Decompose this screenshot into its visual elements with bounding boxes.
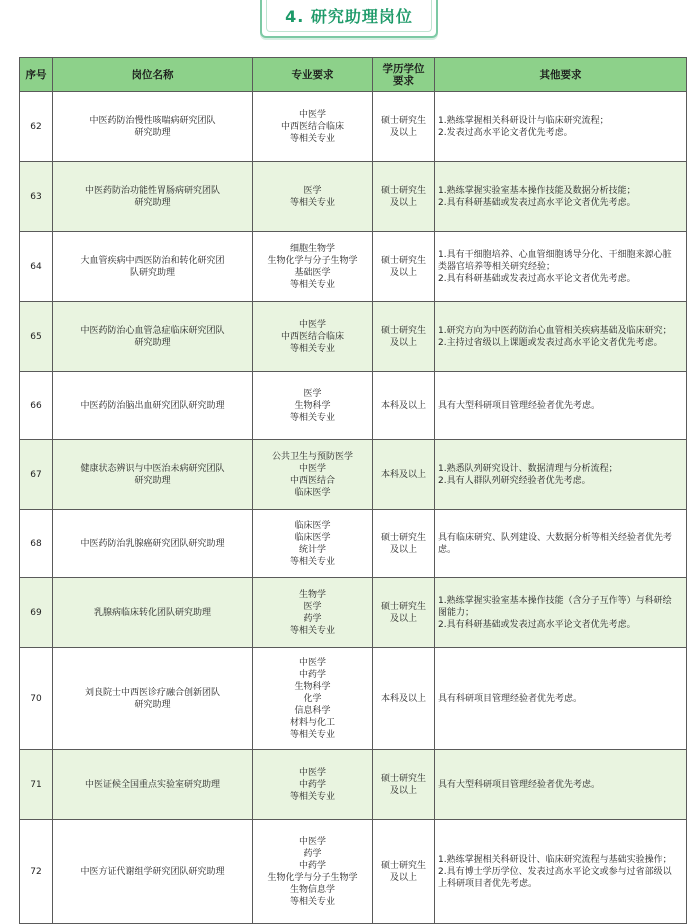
header-education-line: 学历学位 xyxy=(382,62,425,75)
text-line: 1.熟练掌握实验室基本操作技能（含分子互作等）与科研绘 xyxy=(438,595,672,606)
cell-position-name xyxy=(53,648,253,750)
table-row xyxy=(20,92,687,162)
text-line: 材料与化工 xyxy=(289,717,335,728)
cell-other-requirements xyxy=(435,372,687,440)
research-assistant-table xyxy=(19,57,687,924)
text-line: 1.熟悉队列研究设计、数据清理与分析流程； xyxy=(438,463,618,474)
cell-position-name xyxy=(53,232,253,302)
text-line: 等相关专业 xyxy=(289,343,335,354)
cell-no: 70 xyxy=(20,648,53,750)
cell-major xyxy=(253,440,373,510)
cell-no: 66 xyxy=(20,372,53,440)
text-line: 中西医结合 xyxy=(289,475,335,486)
text-line: 中西医结合临床 xyxy=(280,121,344,132)
text-line: 医学 xyxy=(303,185,322,196)
cell-other-requirements xyxy=(435,648,687,750)
text-line: 药学 xyxy=(303,613,322,624)
cell-position-name xyxy=(53,750,253,820)
cell-major xyxy=(253,232,373,302)
cell-education xyxy=(373,92,435,162)
section-banner-inner xyxy=(266,0,432,32)
text-line: 2.具有人群队列研究经验者优先考虑。 xyxy=(438,475,591,486)
text-line: 统计学 xyxy=(298,544,326,555)
text-line: 及以上 xyxy=(389,337,417,348)
text-line: 研究助理 xyxy=(134,127,171,138)
text-line: 1.研究方向为中医药防治心血管相关疾病基础及临床研究； xyxy=(438,325,672,336)
text-line: 硕士研究生 xyxy=(380,532,426,543)
text-line: 等相关专业 xyxy=(289,791,335,802)
text-line: 中医学 xyxy=(298,319,326,330)
text-line: 本科及以上 xyxy=(380,693,426,704)
cell-other-requirements xyxy=(435,302,687,372)
cell-education xyxy=(373,440,435,510)
cell-no: 63 xyxy=(20,162,53,232)
text-line: 生物信息学 xyxy=(289,884,335,895)
text-line: 硕士研究生 xyxy=(380,325,426,336)
text-line: 生物学 xyxy=(298,589,326,600)
text-line: 等相关专业 xyxy=(289,729,335,740)
cell-other-requirements xyxy=(435,440,687,510)
cell-major xyxy=(253,648,373,750)
text-line: 1.熟练掌握相关科研设计、临床研究流程与基础实验操作； xyxy=(438,854,672,865)
text-line: 药学 xyxy=(303,848,322,859)
text-line: 及以上 xyxy=(389,785,417,796)
cell-no: 69 xyxy=(20,578,53,648)
text-line: 中药学 xyxy=(298,779,326,790)
cell-education xyxy=(373,750,435,820)
text-line: 信息科学 xyxy=(294,705,331,716)
cell-position-name xyxy=(53,162,253,232)
text-line: 及以上 xyxy=(389,197,417,208)
cell-no: 71 xyxy=(20,750,53,820)
text-line: 研究助理 xyxy=(134,699,171,710)
text-line: 1.熟练掌握实验室基本操作技能及数据分析技能； xyxy=(438,185,636,196)
text-line: 2.具有科研基础或发表过高水平论文者优先考虑。 xyxy=(438,197,636,208)
text-line: 等相关专业 xyxy=(289,625,335,636)
cell-education xyxy=(373,648,435,750)
text-line: 及以上 xyxy=(389,613,417,624)
header-education-line: 要求 xyxy=(393,74,414,87)
text-line: 硕士研究生 xyxy=(380,255,426,266)
cell-major xyxy=(253,302,373,372)
cell-major xyxy=(253,372,373,440)
text-line: 临床医学 xyxy=(294,487,331,498)
text-line: 临床医学 xyxy=(294,520,331,531)
text-line: 图能力； xyxy=(438,607,475,618)
cell-education xyxy=(373,510,435,578)
cell-no: 62 xyxy=(20,92,53,162)
cell-no: 64 xyxy=(20,232,53,302)
table-row xyxy=(20,302,687,372)
header-position-name: 岗位名称 xyxy=(53,58,253,92)
text-line: 具有科研项目管理经验者优先考虑。 xyxy=(438,693,583,704)
cell-major xyxy=(253,510,373,578)
text-line: 1.具有干细胞培养、心血管细胞诱导分化、干细胞来源心脏 xyxy=(438,249,672,260)
header-major: 专业要求 xyxy=(253,58,373,92)
section-banner xyxy=(0,0,688,46)
table-row xyxy=(20,440,687,510)
text-line: 等相关专业 xyxy=(289,412,335,423)
cell-position-name xyxy=(53,510,253,578)
cell-education xyxy=(373,232,435,302)
text-line: 2.具有科研基础或发表过高水平论文者优先考虑。 xyxy=(438,619,636,630)
table-row xyxy=(20,232,687,302)
cell-no: 72 xyxy=(20,820,53,924)
text-line: 中药学 xyxy=(298,860,326,871)
cell-education xyxy=(373,302,435,372)
text-line: 硕士研究生 xyxy=(380,601,426,612)
table-row xyxy=(20,162,687,232)
cell-no: 67 xyxy=(20,440,53,510)
text-line: 中医学 xyxy=(298,767,326,778)
cell-education xyxy=(373,820,435,924)
cell-other-requirements xyxy=(435,232,687,302)
cell-other-requirements xyxy=(435,92,687,162)
text-line: 中医药防治心血管急症临床研究团队 xyxy=(80,325,225,336)
text-line: 2.具有博士学历学位、发表过高水平论文或参与过省部级以 xyxy=(438,866,672,877)
cell-other-requirements xyxy=(435,162,687,232)
cell-no: 65 xyxy=(20,302,53,372)
text-line: 具有临床研究、队列建设、大数据分析等相关经验者优先考 xyxy=(438,532,673,543)
header-no: 序号 xyxy=(20,58,53,92)
cell-other-requirements xyxy=(435,578,687,648)
text-line: 等相关专业 xyxy=(289,279,335,290)
text-line: 乳腺病临床转化团队研究助理 xyxy=(93,607,211,618)
text-line: 硕士研究生 xyxy=(380,860,426,871)
table-row xyxy=(20,510,687,578)
cell-major xyxy=(253,162,373,232)
text-line: 类器官培养等相关研究经验； xyxy=(438,261,556,272)
text-line: 中医药防治慢性咳喘病研究团队 xyxy=(89,115,216,126)
text-line: 医学 xyxy=(303,601,322,612)
text-line: 中药学 xyxy=(298,669,326,680)
text-line: 队研究助理 xyxy=(129,267,175,278)
text-line: 中西医结合临床 xyxy=(280,331,344,342)
text-line: 生物科学 xyxy=(294,400,331,411)
text-line: 研究助理 xyxy=(134,197,171,208)
text-line: 等相关专业 xyxy=(289,556,335,567)
text-line: 本科及以上 xyxy=(380,469,426,480)
text-line: 中医药防治脑出血研究团队研究助理 xyxy=(80,400,225,411)
text-line: 2.发表过高水平论文者优先考虑。 xyxy=(438,127,573,138)
text-line: 中医药防治功能性胃肠病研究团队 xyxy=(84,185,220,196)
text-line: 及以上 xyxy=(389,872,417,883)
text-line: 具有大型科研项目管理经验者优先考虑。 xyxy=(438,779,601,790)
table-row xyxy=(20,750,687,820)
cell-other-requirements xyxy=(435,510,687,578)
text-line: 及以上 xyxy=(389,127,417,138)
cell-position-name xyxy=(53,820,253,924)
cell-other-requirements xyxy=(435,750,687,820)
cell-position-name xyxy=(53,302,253,372)
text-line: 2.主持过省级以上课题或发表过高水平论文者优先考虑。 xyxy=(438,337,663,348)
text-line: 大血管疾病中西医防治和转化研究团 xyxy=(80,255,225,266)
text-line: 上科研项目者优先考虑。 xyxy=(438,878,538,889)
text-line: 中医学 xyxy=(298,463,326,474)
text-line: 本科及以上 xyxy=(380,400,426,411)
table-row xyxy=(20,372,687,440)
text-line: 刘良院士中西医诊疗融合创新团队 xyxy=(84,687,220,698)
text-line: 中医药防治乳腺癌研究团队研究助理 xyxy=(80,538,225,549)
text-line: 硕士研究生 xyxy=(380,115,426,126)
text-line: 及以上 xyxy=(389,267,417,278)
header-other-requirements: 其他要求 xyxy=(435,58,687,92)
text-line: 1.熟练掌握相关科研设计与临床研究流程； xyxy=(438,115,609,126)
cell-no: 68 xyxy=(20,510,53,578)
cell-major xyxy=(253,92,373,162)
text-line: 基础医学 xyxy=(294,267,331,278)
text-line: 化学 xyxy=(303,693,322,704)
text-line: 生物科学 xyxy=(294,681,331,692)
cell-education xyxy=(373,162,435,232)
text-line: 中医学 xyxy=(298,657,326,668)
table-row xyxy=(20,648,687,750)
text-line: 2.具有科研基础或发表过高水平论文者优先考虑。 xyxy=(438,273,636,284)
text-line: 及以上 xyxy=(389,544,417,555)
table-header-row xyxy=(20,58,687,92)
text-line: 研究助理 xyxy=(134,475,171,486)
cell-position-name xyxy=(53,92,253,162)
cell-major xyxy=(253,820,373,924)
text-line: 等相关专业 xyxy=(289,197,335,208)
text-line: 中医方证代谢组学研究团队研究助理 xyxy=(80,866,225,877)
text-line: 硕士研究生 xyxy=(380,185,426,196)
text-line: 中医证候全国重点实验室研究助理 xyxy=(84,779,220,790)
text-line: 等相关专业 xyxy=(289,896,335,907)
cell-other-requirements xyxy=(435,820,687,924)
text-line: 健康状态辨识与中医治未病研究团队 xyxy=(80,463,225,474)
text-line: 中医学 xyxy=(298,836,326,847)
text-line: 中医学 xyxy=(298,109,326,120)
cell-position-name xyxy=(53,578,253,648)
cell-major xyxy=(253,750,373,820)
text-line: 公共卫生与预防医学 xyxy=(271,451,353,462)
cell-position-name xyxy=(53,372,253,440)
text-line: 具有大型科研项目管理经验者优先考虑。 xyxy=(438,400,601,411)
section-banner-frame xyxy=(260,0,438,38)
text-line: 临床医学 xyxy=(294,532,331,543)
text-line: 生物化学与分子生物学 xyxy=(267,872,358,883)
text-line: 虑。 xyxy=(438,544,457,555)
text-line: 研究助理 xyxy=(134,337,171,348)
table-row xyxy=(20,820,687,924)
cell-education xyxy=(373,372,435,440)
text-line: 硕士研究生 xyxy=(380,773,426,784)
header-education xyxy=(373,58,435,92)
text-line: 医学 xyxy=(303,388,322,399)
text-line: 等相关专业 xyxy=(289,133,335,144)
cell-education xyxy=(373,578,435,648)
text-line: 生物化学与分子生物学 xyxy=(267,255,358,266)
cell-position-name xyxy=(53,440,253,510)
table-row xyxy=(20,578,687,648)
section-title: 4. 研究助理岗位 xyxy=(285,7,413,26)
text-line: 细胞生物学 xyxy=(289,243,335,254)
cell-major xyxy=(253,578,373,648)
